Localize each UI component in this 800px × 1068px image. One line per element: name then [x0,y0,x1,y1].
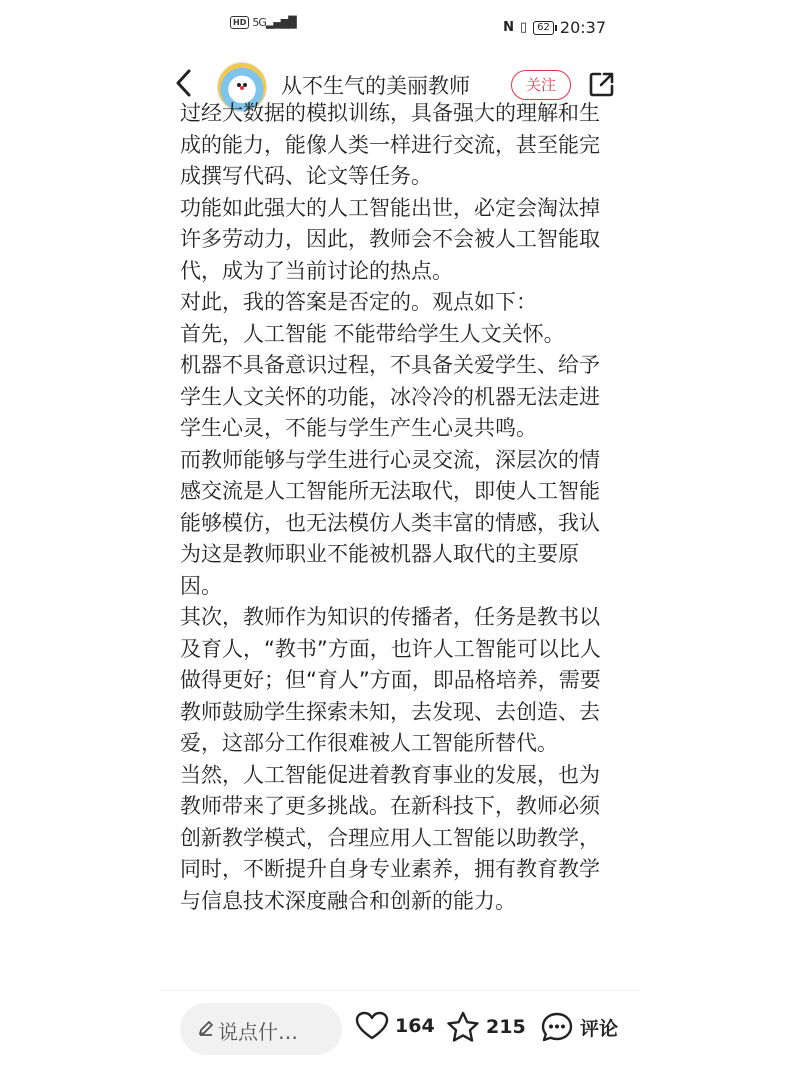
heart-icon [355,1011,389,1041]
favorite-button[interactable] [446,1011,526,1043]
paragraph: 而教师能够与学生进行心灵交流，深层次的情感交流是人工智能所无法取代，即使人工智能能够模仿，也无法模仿人类丰富的情感，我认为这是教师职业不能被机器人取代的主要原因。 [180,447,600,598]
phone-screen [160,0,640,1067]
comment-input[interactable] [180,1003,342,1055]
paragraph: 功能如此强大的人工智能出世，必定会淘汰掉许多劳动力，因此，教师会不会被人工智能取代，成为了当前讨论的热点。 [180,195,600,283]
paragraph: 过经大数据的模拟训练，具备强大的理解和生成的能力，能像人类一样进行交流，甚至能完成撰写代码、论文等任务。 [180,101,600,188]
status-left [230,16,296,29]
author-name[interactable]: 从不生气的美丽教师 [281,74,470,98]
clock: 20:37 [559,18,606,37]
network-type: 5G▂▄▆█ [252,16,296,29]
vibrate-icon: ▯ [520,20,528,35]
bottom-action-bar [160,990,640,1068]
paragraph: 机器不具备意识过程，不具备关爱学生、给予学生人文关怀的功能，冰冷冷的机器无法走进学生心灵，不能与学生产生心灵共鸣。 [180,353,600,440]
status-bar [160,16,640,46]
pencil-icon [196,1018,216,1038]
star-icon [446,1011,480,1043]
comment-placeholder: 说点什… [218,1020,298,1044]
comment-bubble-icon [540,1011,574,1043]
chevron-left-icon [174,68,194,98]
paragraph: 其次，教师作为知识的传播者，任务是教书以及育人，“教书”方面，也许人工智能可以比人做得更好；但“育人”方面，即品格培养，需要教师鼓励学生探索未知，去发现、去创造、去爱，这部分工作很难被人工智能所替代。 [180,605,601,755]
hd-indicator: HD [230,16,249,29]
article-text [180,98,620,917]
battery-icon: 62 [533,21,554,35]
comment-button[interactable] [540,1011,618,1043]
avatar-face-icon [234,81,250,93]
paragraph: 当然，人工智能促进着教育事业的发展，也为教师带来了更多挑战。在新科技下，教师必须创新教学模式，合理应用人工智能以助教学，同时，不断提升自身专业素养，拥有教育教学与信息技术深度融合和创新的能力。 [180,762,600,913]
paragraph: 首先，人工智能 不能带给学生人文关怀。 [180,321,565,346]
article-body [160,101,640,990]
share-icon [588,70,616,98]
status-right [503,18,606,37]
like-button[interactable] [355,1011,435,1041]
comment-label: 评论 [580,1017,619,1040]
nfc-icon: N [503,20,514,35]
paragraph: 对此，我的答案是否定的。观点如下： [180,290,537,314]
like-count: 164 [395,1015,435,1037]
follow-button[interactable]: 关注 [511,70,571,100]
favorite-count: 215 [486,1016,526,1038]
share-button[interactable] [588,70,616,98]
